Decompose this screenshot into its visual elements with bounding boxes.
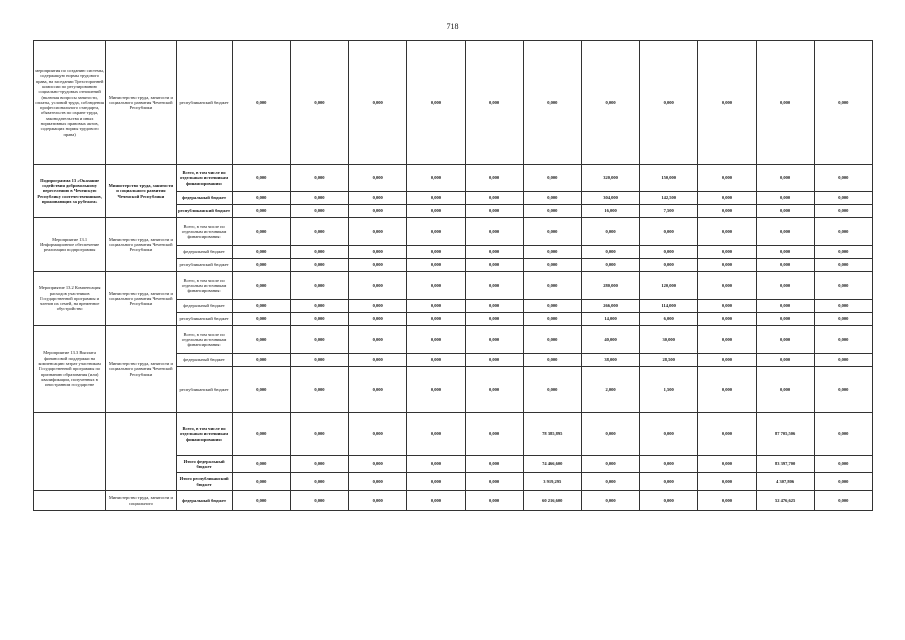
value-cell: 0,000: [232, 259, 290, 272]
value-cell: 0,000: [465, 246, 523, 259]
totals-value-cell: 74 466,600: [523, 456, 581, 473]
value-cell: 0,000: [814, 192, 872, 205]
value-cell: 0,000: [523, 300, 581, 313]
value-cell: 266,000: [581, 300, 639, 313]
value-cell: 0,000: [814, 246, 872, 259]
value-cell: 0,000: [523, 313, 581, 326]
value-cell: 0,000: [523, 272, 581, 300]
value-cell: 0,000: [349, 246, 407, 259]
value-cell: 0,000: [290, 354, 348, 367]
table-row: [34, 218, 873, 246]
value-cell: 0,000: [465, 313, 523, 326]
table-row: [34, 41, 873, 165]
value-cell: 0,000: [756, 367, 814, 413]
value-cell: 0,000: [465, 205, 523, 218]
value-cell: 52 476,625: [756, 491, 814, 511]
value-cell: 0,000: [640, 41, 698, 165]
value-cell: 0,000: [698, 491, 756, 511]
value-cell: 0,000: [581, 41, 639, 165]
value-cell: 0,000: [465, 41, 523, 165]
totals-value-cell: 0,000: [290, 473, 348, 491]
value-cell: 0,000: [290, 192, 348, 205]
value-cell: 304,000: [581, 192, 639, 205]
totals-value-cell: 0,000: [465, 456, 523, 473]
value-cell: 0,000: [756, 259, 814, 272]
funding-source-cell: республиканский бюджет: [176, 313, 232, 326]
value-cell: 0,000: [814, 259, 872, 272]
value-cell: 0,000: [640, 246, 698, 259]
value-cell: 0,000: [465, 367, 523, 413]
value-cell: 0,000: [465, 165, 523, 192]
value-cell: 0,000: [814, 41, 872, 165]
page-number: 718: [446, 22, 459, 31]
value-cell: 0,000: [814, 165, 872, 192]
value-cell: 0,000: [465, 272, 523, 300]
program-name-cell: Мероприятие 13.2 Компенсация расходов участников Государственной программы и членов их семей, на временное обустройство: [34, 272, 106, 326]
program-name-cell: Мероприятие 13.1 Информационное обеспечение реализации подпрограммы: [34, 218, 106, 272]
value-cell: 0,000: [232, 367, 290, 413]
value-cell: 0,000: [349, 165, 407, 192]
value-cell: 0,000: [814, 367, 872, 413]
value-cell: 0,000: [698, 246, 756, 259]
value-cell: 0,000: [407, 205, 465, 218]
funding-source-cell: Всего, в том числе по отдельным источникам финансирования:: [176, 326, 232, 354]
totals-value-cell: 4 307,806: [756, 473, 814, 491]
executor-cell: Министерство труда, занятости и социального развития Чеченской Республики: [106, 326, 176, 413]
value-cell: 38,000: [581, 354, 639, 367]
table-row: [34, 491, 873, 511]
totals-value-cell: 0,000: [814, 473, 872, 491]
funding-source-cell: федеральный бюджет: [176, 491, 232, 511]
value-cell: 0,000: [523, 354, 581, 367]
value-cell: 7,500: [640, 205, 698, 218]
funding-source-cell: федеральный бюджет: [176, 192, 232, 205]
value-cell: 0,000: [465, 218, 523, 246]
value-cell: 0,000: [407, 367, 465, 413]
value-cell: 0,000: [407, 259, 465, 272]
value-cell: 0,000: [407, 272, 465, 300]
totals-value-cell: 78 385,895: [523, 413, 581, 456]
value-cell: 0,000: [232, 272, 290, 300]
table-row: [34, 326, 873, 354]
value-cell: 0,000: [814, 300, 872, 313]
value-cell: 0,000: [581, 491, 639, 511]
value-cell: 0,000: [232, 205, 290, 218]
totals-value-cell: 0,000: [232, 413, 290, 456]
funding-source-cell: республиканский бюджет: [176, 259, 232, 272]
value-cell: 0,000: [698, 205, 756, 218]
value-cell: 114,000: [640, 300, 698, 313]
value-cell: 0,000: [814, 272, 872, 300]
totals-value-cell: 0,000: [349, 413, 407, 456]
program-name-cell: Подпрограмма 13 «Оказание содействия добровольному переселению в Чеченскую Республику соотечественников, проживающих за рубежом»: [34, 165, 106, 218]
totals-row: [34, 413, 873, 456]
value-cell: 0,000: [407, 41, 465, 165]
value-cell: 150,000: [640, 165, 698, 192]
totals-value-cell: 0,000: [232, 456, 290, 473]
executor-cell: Министерство труда, занятости и социального развития Чеченской Республики: [106, 272, 176, 326]
value-cell: 0,000: [698, 165, 756, 192]
value-cell: 0,000: [232, 300, 290, 313]
value-cell: 0,000: [756, 354, 814, 367]
value-cell: 0,000: [465, 326, 523, 354]
value-cell: 6,000: [640, 313, 698, 326]
value-cell: 0,000: [349, 205, 407, 218]
value-cell: 0,000: [290, 326, 348, 354]
funding-source-cell: Всего, в том числе по отдельным источникам финансирования:: [176, 165, 232, 192]
funding-source-cell: республиканский бюджет: [176, 41, 232, 165]
value-cell: 0,000: [232, 313, 290, 326]
value-cell: 0,000: [407, 165, 465, 192]
value-cell: 60 216,600: [523, 491, 581, 511]
value-cell: 280,000: [581, 272, 639, 300]
value-cell: 0,000: [698, 367, 756, 413]
value-cell: 0,000: [349, 300, 407, 313]
value-cell: 0,000: [523, 165, 581, 192]
value-cell: 0,000: [756, 326, 814, 354]
totals-value-cell: 3 919,295: [523, 473, 581, 491]
totals-value-cell: 83 397,700: [756, 456, 814, 473]
value-cell: 0,000: [465, 192, 523, 205]
value-cell: 0,000: [349, 313, 407, 326]
value-cell: 0,000: [407, 491, 465, 511]
value-cell: 0,000: [698, 272, 756, 300]
value-cell: 0,000: [407, 354, 465, 367]
value-cell: 0,000: [232, 192, 290, 205]
value-cell: 0,000: [523, 205, 581, 218]
totals-value-cell: 0,000: [698, 473, 756, 491]
budget-table: [33, 40, 873, 511]
value-cell: 0,000: [349, 259, 407, 272]
value-cell: 320,000: [581, 165, 639, 192]
value-cell: 0,000: [523, 367, 581, 413]
value-cell: 0,000: [756, 192, 814, 205]
value-cell: 0,000: [698, 354, 756, 367]
value-cell: 14,000: [581, 313, 639, 326]
totals-value-cell: 0,000: [640, 473, 698, 491]
value-cell: 0,000: [290, 272, 348, 300]
value-cell: 0,000: [407, 326, 465, 354]
totals-value-cell: 0,000: [698, 456, 756, 473]
value-cell: 0,000: [698, 41, 756, 165]
value-cell: 0,000: [290, 300, 348, 313]
value-cell: 0,000: [523, 192, 581, 205]
value-cell: 30,000: [640, 326, 698, 354]
value-cell: 0,000: [756, 41, 814, 165]
totals-source-cell: Итого республиканский бюджет: [176, 473, 232, 491]
value-cell: 0,000: [407, 313, 465, 326]
value-cell: 0,000: [407, 300, 465, 313]
value-cell: 0,000: [349, 354, 407, 367]
totals-value-cell: 0,000: [407, 456, 465, 473]
value-cell: 142,500: [640, 192, 698, 205]
totals-value-cell: 0,000: [640, 456, 698, 473]
value-cell: 0,000: [814, 313, 872, 326]
program-name-cell: [34, 491, 106, 511]
value-cell: 0,000: [640, 259, 698, 272]
value-cell: 28,500: [640, 354, 698, 367]
value-cell: 0,000: [465, 354, 523, 367]
totals-value-cell: 0,000: [581, 413, 639, 456]
value-cell: 0,000: [465, 300, 523, 313]
value-cell: 0,000: [756, 313, 814, 326]
funding-source-cell: федеральный бюджет: [176, 354, 232, 367]
value-cell: 0,000: [290, 165, 348, 192]
value-cell: 16,000: [581, 205, 639, 218]
funding-source-cell: Всего, в том числе по отдельным источникам финансирования:: [176, 218, 232, 246]
value-cell: 0,000: [407, 218, 465, 246]
totals-value-cell: 0,000: [232, 473, 290, 491]
executor-cell: Министерство труда, занятости и социального развития Чеченской Республики: [106, 41, 176, 165]
value-cell: 40,000: [581, 326, 639, 354]
value-cell: 120,000: [640, 272, 698, 300]
value-cell: 2,000: [581, 367, 639, 413]
value-cell: 0,000: [232, 326, 290, 354]
value-cell: 0,000: [581, 259, 639, 272]
value-cell: 0,000: [349, 218, 407, 246]
value-cell: 0,000: [756, 205, 814, 218]
value-cell: 0,000: [814, 218, 872, 246]
value-cell: 0,000: [698, 313, 756, 326]
value-cell: 0,000: [349, 367, 407, 413]
executor-cell: Министерство труда, занятости и социального: [106, 491, 176, 511]
funding-source-cell: федеральный бюджет: [176, 300, 232, 313]
value-cell: 0,000: [290, 259, 348, 272]
program-name-cell: мероприятия по созданию системы, содержащую нормы трудового права, на заседании Трехсторонней комиссии по регулированию социально-трудовых отношений (включая вопросы занятости, оплаты, условий труда, соблюдения профессионального стандарта, обязательств по охране труда, законодательства и иных нормативных правовых актов, содержащих нормы трудового права): [34, 41, 106, 165]
value-cell: 0,000: [349, 326, 407, 354]
value-cell: 0,000: [407, 246, 465, 259]
totals-value-cell: 0,000: [581, 456, 639, 473]
totals-value-cell: 0,000: [407, 413, 465, 456]
value-cell: 0,000: [349, 192, 407, 205]
value-cell: 0,000: [756, 165, 814, 192]
executor-cell: Министерство труда, занятости и социального развития Чеченской Республики: [106, 165, 176, 218]
value-cell: 0,000: [523, 41, 581, 165]
value-cell: 0,000: [756, 300, 814, 313]
value-cell: 0,000: [407, 192, 465, 205]
value-cell: 0,000: [814, 326, 872, 354]
value-cell: 0,000: [465, 491, 523, 511]
totals-value-cell: 0,000: [581, 473, 639, 491]
value-cell: 0,000: [232, 491, 290, 511]
totals-value-cell: 0,000: [349, 473, 407, 491]
totals-value-cell: 0,000: [407, 473, 465, 491]
value-cell: 0,000: [232, 41, 290, 165]
value-cell: 1,500: [640, 367, 698, 413]
value-cell: 0,000: [523, 218, 581, 246]
totals-source-cell: Итого федеральный бюджет: [176, 456, 232, 473]
value-cell: 0,000: [581, 218, 639, 246]
value-cell: 0,000: [349, 491, 407, 511]
value-cell: 0,000: [232, 165, 290, 192]
value-cell: 0,000: [814, 491, 872, 511]
totals-executor-cell: [106, 413, 176, 491]
funding-source-cell: федеральный бюджет: [176, 246, 232, 259]
value-cell: 0,000: [640, 218, 698, 246]
value-cell: 0,000: [232, 354, 290, 367]
value-cell: 0,000: [349, 41, 407, 165]
executor-cell: Министерство труда, занятости и социального развития Чеченской Республики: [106, 218, 176, 272]
value-cell: 0,000: [698, 192, 756, 205]
value-cell: 0,000: [349, 272, 407, 300]
value-cell: 0,000: [523, 326, 581, 354]
totals-value-cell: 0,000: [465, 473, 523, 491]
value-cell: 0,000: [465, 259, 523, 272]
totals-value-cell: 0,000: [290, 456, 348, 473]
value-cell: 0,000: [290, 491, 348, 511]
totals-value-cell: 0,000: [349, 456, 407, 473]
value-cell: 0,000: [290, 246, 348, 259]
funding-source-cell: Всего, в том числе по отдельным источникам финансирования:: [176, 272, 232, 300]
totals-value-cell: 0,000: [465, 413, 523, 456]
totals-value-cell: 0,000: [290, 413, 348, 456]
value-cell: 0,000: [290, 41, 348, 165]
funding-source-cell: республиканский бюджет: [176, 205, 232, 218]
table-row: [34, 165, 873, 192]
value-cell: 0,000: [290, 367, 348, 413]
value-cell: 0,000: [814, 354, 872, 367]
value-cell: 0,000: [290, 218, 348, 246]
value-cell: 0,000: [290, 313, 348, 326]
program-name-cell: Мероприятие 13.3 Выплата финансовой поддержки на компенсацию затрат участникам Государственной программы по признанию образования (или) квалификации, полученных в иностранном государстве: [34, 326, 106, 413]
value-cell: 0,000: [814, 205, 872, 218]
value-cell: 0,000: [581, 246, 639, 259]
value-cell: 0,000: [698, 300, 756, 313]
value-cell: 0,000: [756, 246, 814, 259]
totals-source-cell: Всего, в том числе по отдельным источникам финансирования:: [176, 413, 232, 456]
value-cell: 0,000: [756, 218, 814, 246]
totals-value-cell: 0,000: [814, 413, 872, 456]
value-cell: 0,000: [698, 259, 756, 272]
value-cell: 0,000: [290, 205, 348, 218]
value-cell: 0,000: [698, 218, 756, 246]
value-cell: 0,000: [640, 491, 698, 511]
value-cell: 0,000: [232, 246, 290, 259]
totals-value-cell: 0,000: [640, 413, 698, 456]
totals-value-cell: 0,000: [814, 456, 872, 473]
totals-value-cell: 0,000: [698, 413, 756, 456]
funding-source-cell: республиканский бюджет: [176, 367, 232, 413]
value-cell: 0,000: [523, 259, 581, 272]
table-row: [34, 272, 873, 300]
totals-name-cell: [34, 413, 106, 491]
value-cell: 0,000: [698, 326, 756, 354]
value-cell: 0,000: [523, 246, 581, 259]
value-cell: 0,000: [232, 218, 290, 246]
value-cell: 0,000: [756, 272, 814, 300]
totals-value-cell: 87 705,506: [756, 413, 814, 456]
